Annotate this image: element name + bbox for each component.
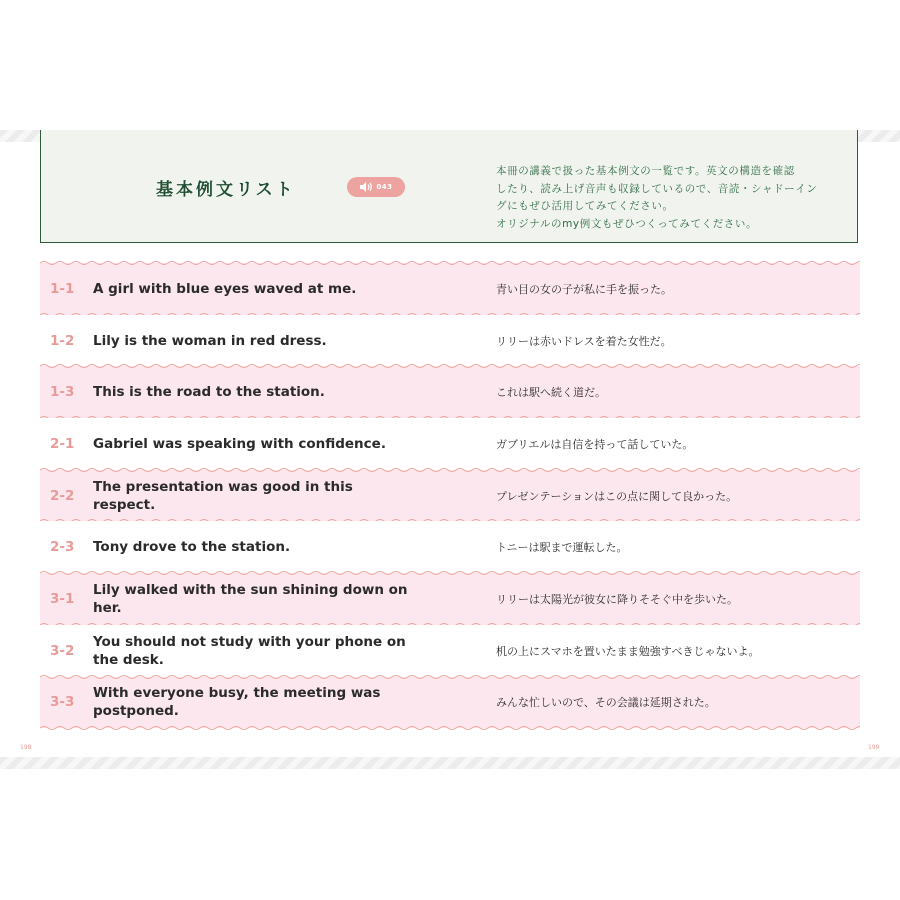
sentence-list [40, 263, 860, 728]
sentence-english: Gabriel was speaking with confidence. [93, 435, 386, 452]
sentence-row [40, 418, 860, 470]
sentence-number: 1-2 [50, 332, 75, 349]
page-number-left: 198 [20, 744, 32, 751]
sentence-number: 2-3 [50, 539, 75, 556]
sentence-row [40, 366, 860, 418]
sentence-number: 2-1 [50, 435, 75, 452]
sentence-japanese: 机の上にスマホを置いたまま勉強すべきじゃないよ。 [496, 644, 760, 658]
sentence-english: Tony drove to the station. [93, 539, 291, 556]
speaker-icon [359, 181, 373, 193]
header-box [40, 130, 858, 243]
sentence-english: With everyone busy, the meeting was postponed. [93, 685, 381, 720]
sentence-japanese: みんな忙しいので、その会議は延期された。 [496, 696, 716, 710]
description-line: 本冊の講義で扱った基本例文の一覧です。英文の構造を確認 [496, 165, 795, 177]
sentence-japanese: ガブリエルは自信を持って話していた。 [496, 437, 694, 451]
audio-track-number: 043 [376, 183, 393, 191]
sentence-row [40, 625, 860, 677]
sentence-japanese: 青い目の女の子が私に手を振った。 [496, 282, 672, 296]
header-description [496, 163, 851, 233]
wave-divider [40, 467, 860, 473]
sentence-number: 3-3 [50, 694, 75, 711]
bottom-edge-stripe [0, 757, 900, 769]
sentence-row [40, 521, 860, 573]
sentence-japanese: これは駅へ続く道だ。 [496, 386, 606, 400]
page-title: 基本例文リスト [156, 180, 296, 200]
sentence-english: Lily is the woman in red dress. [93, 332, 327, 349]
sentence-english: Lily walked with the sun shining down on her. [93, 581, 408, 616]
page-number-right: 199 [868, 744, 880, 751]
wave-divider [40, 725, 860, 731]
sentence-number: 3-2 [50, 642, 75, 659]
sentence-row [40, 573, 860, 625]
sentence-row [40, 470, 860, 522]
sentence-japanese: リリーは赤いドレスを着た女性だ。 [496, 334, 672, 348]
sentence-english: This is the road to the station. [93, 384, 325, 401]
wave-divider [40, 260, 860, 266]
sentence-japanese: プレゼンテーションはこの点に関して良かった。 [496, 489, 738, 503]
wave-divider [40, 674, 860, 680]
audio-badge[interactable] [347, 177, 405, 197]
sentence-number: 2-2 [50, 487, 75, 504]
sentence-number: 1-1 [50, 280, 75, 297]
sentence-row [40, 263, 860, 315]
sentence-row [40, 315, 860, 367]
sentence-japanese: リリーは太陽光が彼女に降りそそぐ中を歩いた。 [496, 592, 738, 606]
sentence-english: A girl with blue eyes waved at me. [93, 280, 357, 297]
description-line: したり、読み上げ音声も収録しているので、音読・シャドーイン [496, 182, 818, 195]
sentence-english: The presentation was good in this respect. [93, 478, 353, 513]
sentence-row [40, 677, 860, 729]
description-line: グにもぜひ活用してみてください。 [496, 200, 674, 212]
sentence-number: 3-1 [50, 590, 75, 607]
description-line: オリジナルのmy例文もぜひつくってみてください。 [496, 217, 758, 230]
sentence-japanese: トニーは駅まで運転した。 [496, 541, 628, 555]
wave-divider [40, 570, 860, 576]
sentence-number: 1-3 [50, 384, 75, 401]
wave-divider [40, 363, 860, 369]
sentence-english: You should not study with your phone on the desk. [93, 633, 406, 668]
